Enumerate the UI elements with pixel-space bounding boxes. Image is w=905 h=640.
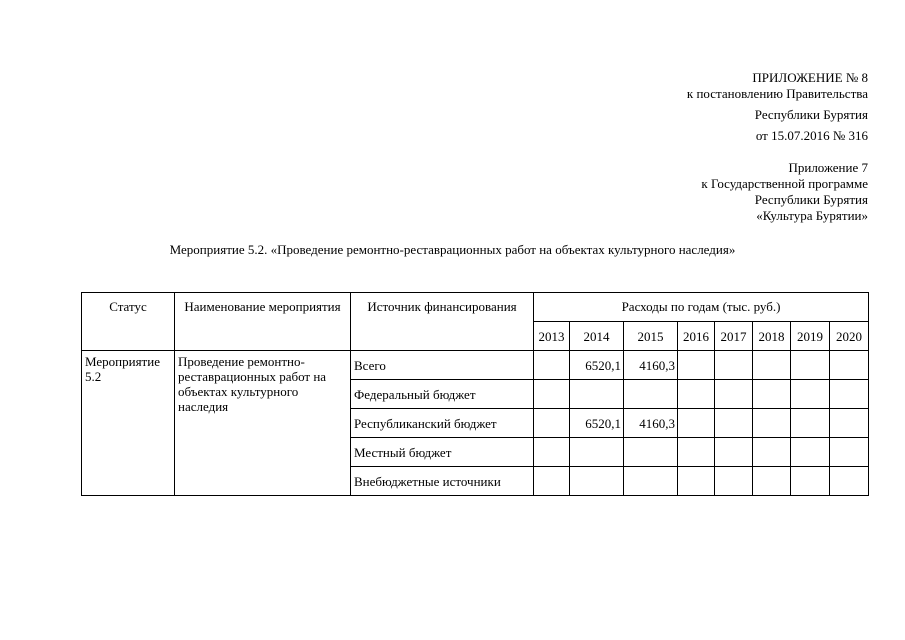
annex-8-republic: Республики Бурятия [754, 107, 868, 122]
expense-value-cell [534, 409, 570, 438]
event-name-cell: Проведение ремонтно-реставрационных работ на объектах культурного наследия [175, 351, 351, 496]
expense-value-cell [534, 351, 570, 380]
header-funding-source: Источник финансирования [351, 293, 534, 351]
financing-table [81, 292, 869, 496]
expense-value-cell [678, 380, 715, 409]
header-year: 2016 [678, 322, 715, 351]
expense-value-cell [791, 351, 830, 380]
funding-source-cell: Республиканский бюджет [351, 409, 534, 438]
header-expenses-by-year: Расходы по годам (тыс. руб.) [534, 293, 869, 322]
expense-value-cell [753, 438, 791, 467]
expense-value-cell: 4160,3 [624, 351, 678, 380]
funding-source-cell: Местный бюджет [351, 438, 534, 467]
annex-7-republic: Республики Бурятия [754, 192, 868, 207]
expense-value-cell [678, 409, 715, 438]
expense-value-cell [830, 351, 869, 380]
expense-value-cell: 4160,3 [624, 409, 678, 438]
expense-value-cell [570, 467, 624, 496]
status-cell: Мероприятие 5.2 [82, 351, 175, 496]
expense-value-cell [678, 351, 715, 380]
expense-value-cell [624, 438, 678, 467]
expense-value-cell [715, 380, 753, 409]
document-title: Мероприятие 5.2. «Проведение ремонтно-реставрационных работ на объектах культурного наследия» [169, 242, 736, 257]
header-event-name: Наименование мероприятия [175, 293, 351, 351]
header-status: Статус [82, 293, 175, 351]
header-year: 2018 [753, 322, 791, 351]
expense-value-cell [753, 380, 791, 409]
expense-value-cell [534, 467, 570, 496]
expense-value-cell [715, 409, 753, 438]
expense-value-cell [715, 351, 753, 380]
expense-value-cell: 6520,1 [570, 409, 624, 438]
annex-8-number: ПРИЛОЖЕНИЕ № 8 [752, 70, 868, 85]
funding-source-cell: Федеральный бюджет [351, 380, 534, 409]
expense-value-cell [830, 380, 869, 409]
expense-value-cell [830, 438, 869, 467]
header-year: 2019 [791, 322, 830, 351]
annex-8-date: от 15.07.2016 № 316 [755, 128, 868, 143]
table-row [82, 351, 869, 380]
annex-8-header [687, 70, 868, 144]
annex-7-header [701, 160, 868, 224]
expense-value-cell [570, 380, 624, 409]
expense-value-cell [534, 438, 570, 467]
expense-value-cell [830, 467, 869, 496]
header-year: 2017 [715, 322, 753, 351]
header-year: 2014 [570, 322, 624, 351]
expense-value-cell [830, 409, 869, 438]
expense-value-cell [678, 438, 715, 467]
annex-7-number: Приложение 7 [788, 160, 868, 175]
expense-value-cell [534, 380, 570, 409]
funding-source-cell: Внебюджетные источники [351, 467, 534, 496]
expense-value-cell [624, 467, 678, 496]
annex-7-reference: к Государственной программе [701, 176, 868, 191]
expense-value-cell [624, 380, 678, 409]
annex-8-reference: к постановлению Правительства [686, 86, 868, 101]
expense-value-cell [753, 351, 791, 380]
expense-value-cell [791, 467, 830, 496]
header-year: 2015 [624, 322, 678, 351]
expense-value-cell [753, 467, 791, 496]
expense-value-cell [715, 438, 753, 467]
header-year: 2013 [534, 322, 570, 351]
expense-value-cell [791, 438, 830, 467]
funding-source-cell: Всего [351, 351, 534, 380]
header-year: 2020 [830, 322, 869, 351]
expense-value-cell [791, 409, 830, 438]
expense-value-cell [678, 467, 715, 496]
expense-value-cell: 6520,1 [570, 351, 624, 380]
expense-value-cell [753, 409, 791, 438]
expense-value-cell [791, 380, 830, 409]
expense-value-cell [570, 438, 624, 467]
expense-value-cell [715, 467, 753, 496]
annex-7-program: «Культура Бурятии» [756, 208, 868, 223]
